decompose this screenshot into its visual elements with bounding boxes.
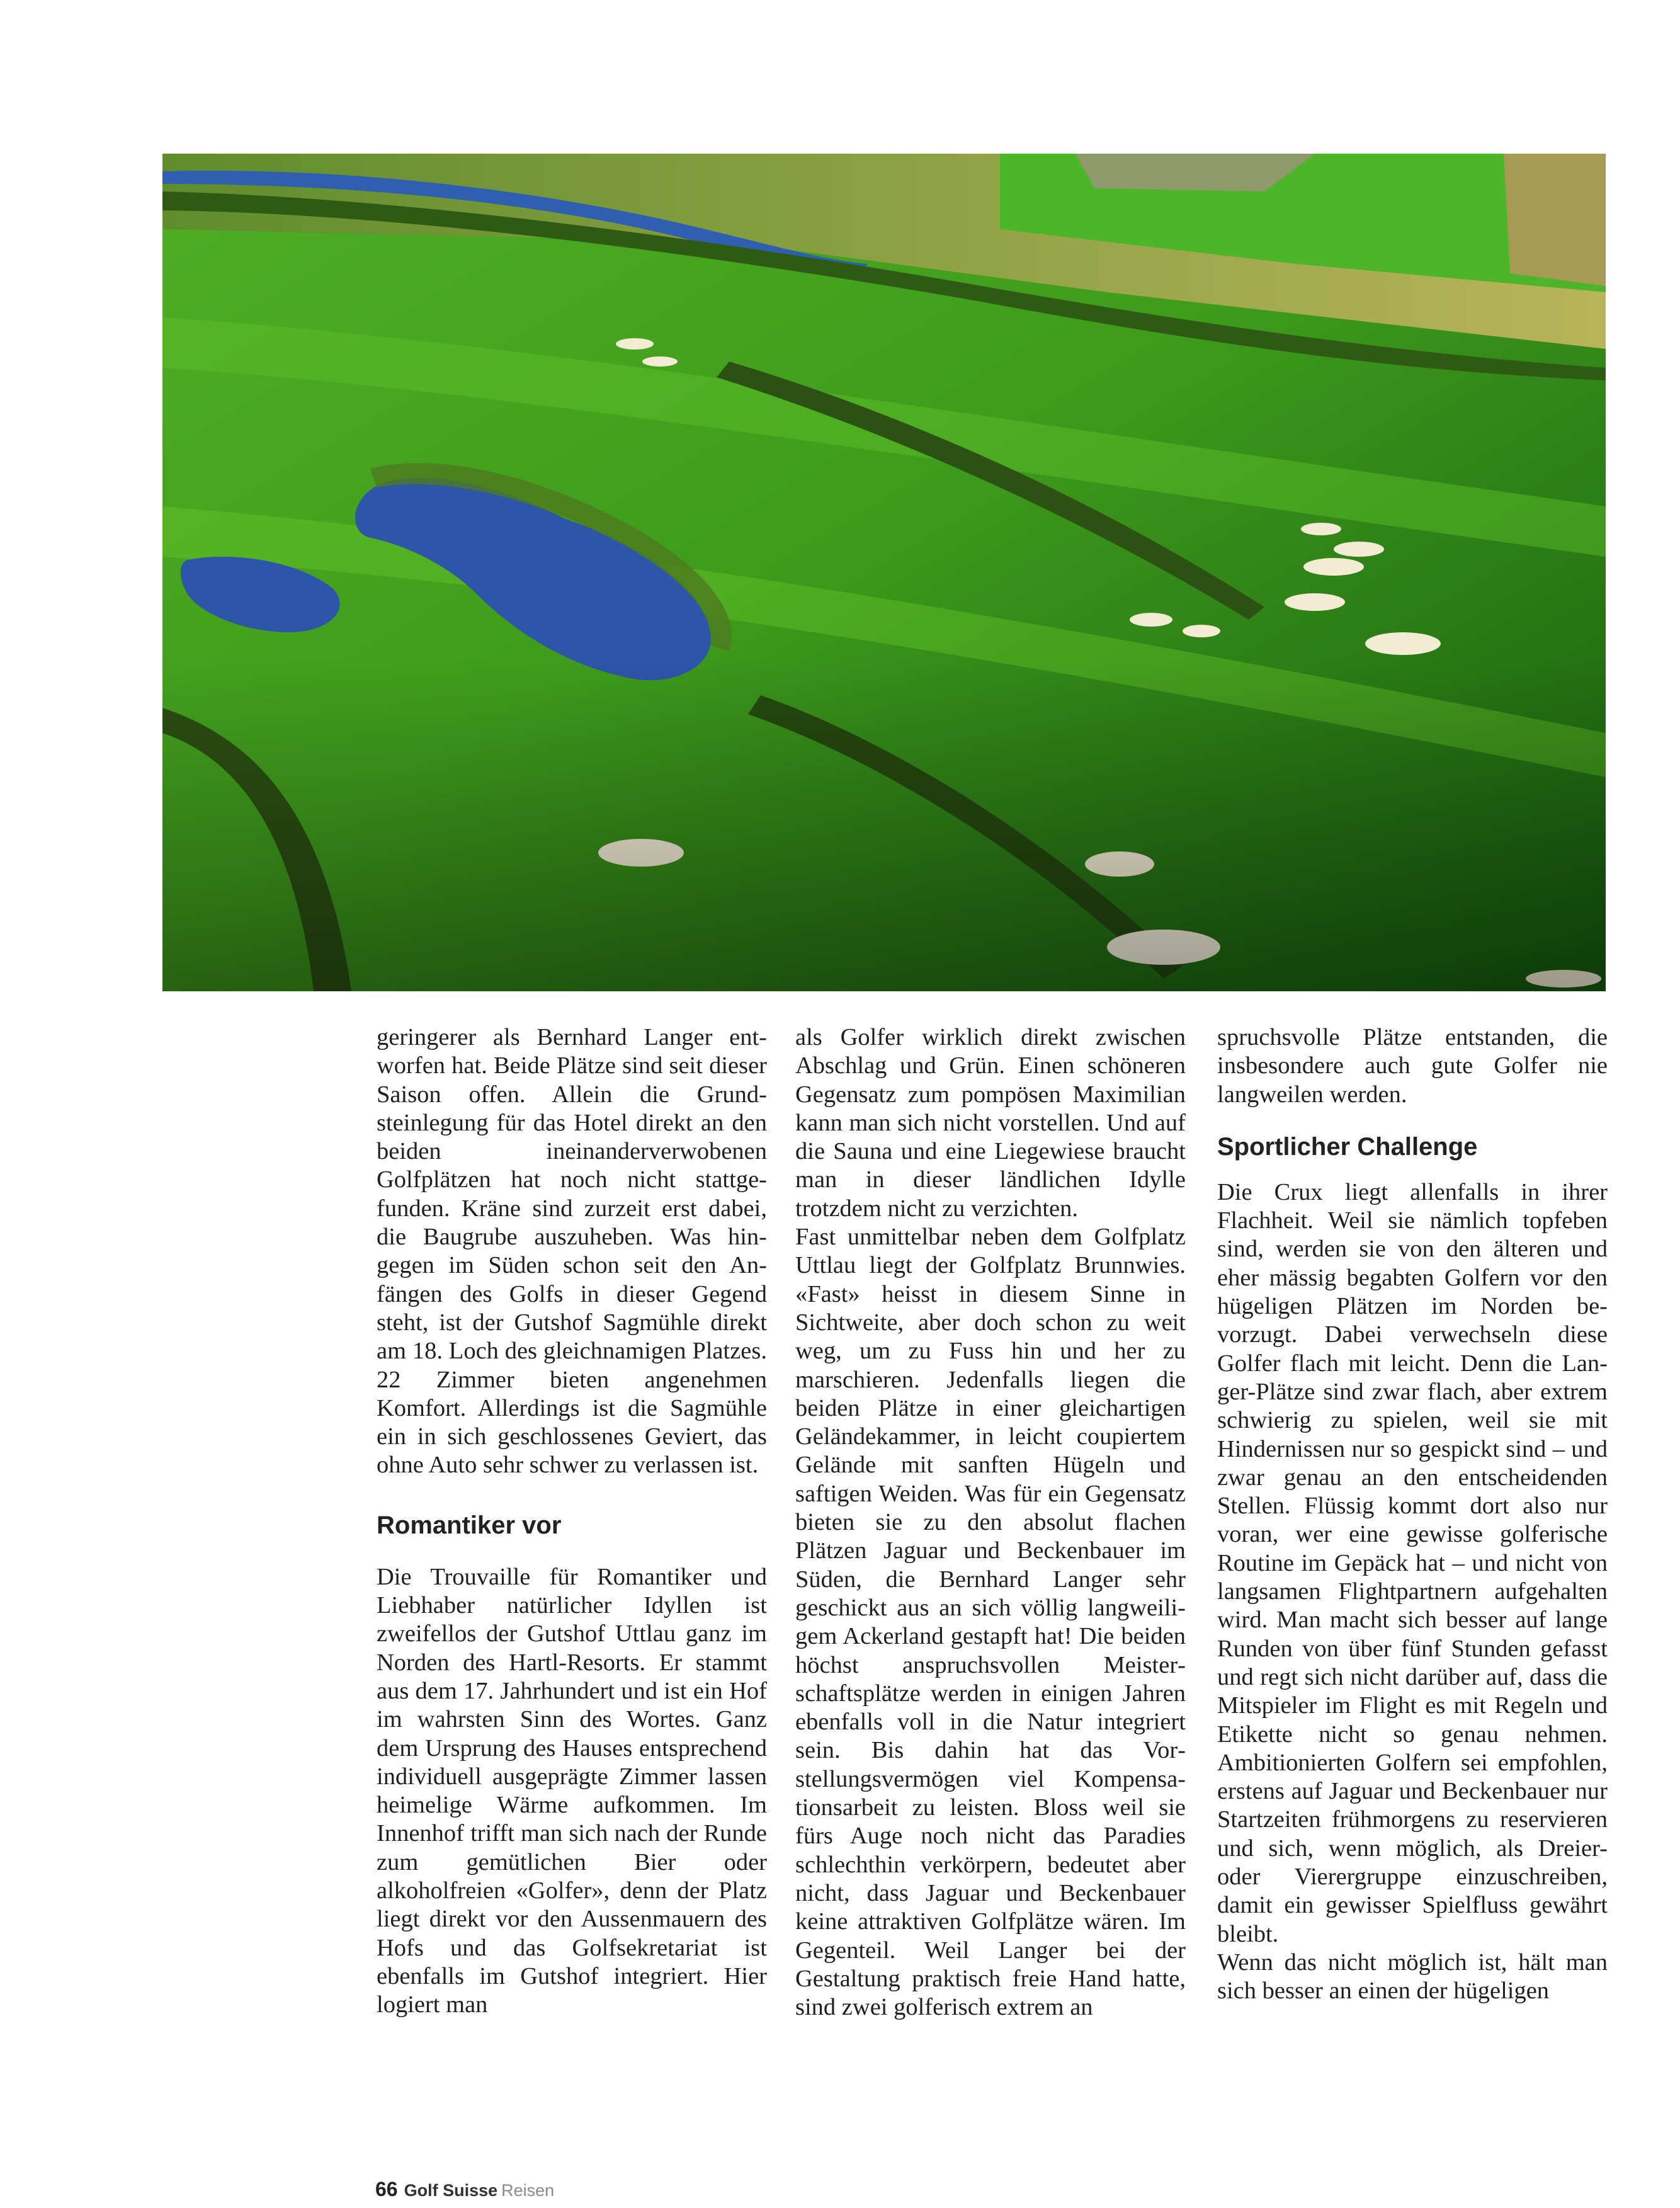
paragraph: Wenn das nicht möglich ist, hält man sich besser an einen der hügeligen <box>1217 1949 1608 2005</box>
aerial-golf-course-photo <box>162 154 1606 991</box>
page-number: 66 <box>375 2178 398 2200</box>
bunker <box>642 356 678 367</box>
shade-overlay <box>162 657 1606 991</box>
bunker <box>1285 593 1345 611</box>
bunker <box>1183 625 1220 637</box>
article-column-3 <box>1217 1023 1608 2006</box>
plowed-field <box>1504 154 1606 286</box>
section-heading-romantiker: Romantiker vor <box>377 1511 562 1539</box>
bunker <box>1130 613 1172 627</box>
bunker <box>1303 558 1364 576</box>
paragraph: geringerer als Bernhard Langer entworfen hat. Beide Plätze sind seit dieser Saison offen. Allein die Grundsteinlegung für das Hotel direkt an den beiden ineinanderverwobenen Golfplätzen hat noch nicht stattgefunden. Kräne sind zurzeit erst dabei, die Baugrube auszuheben. Was hingegen im Süden schon seit den Anfängen des Golfs in dieser Gegend steht, ist der Gutshof Sagmühle direkt am 18. Loch des gleichnamigen Platzes. 22 Zimmer bieten angenehmen Komfort. Allerdings ist die Sagmühle ein in sich geschlossenes Geviert, das ohne Auto sehr schwer zu verlassen ist. <box>377 1024 767 1479</box>
paragraph: Die Crux liegt allenfalls in ihrer Flachheit. Weil sie nämlich topfeben sind, werden sie von den älteren und eher mässig begabten Golfern vor den hügeligen Plätzen im Norden bevorzugt. Dabei verwechseln diese Golfer flach mit leicht. Denn die Langer-Plätze sind zwar flach, aber extrem schwierig zu spielen, weil sie mit Hindernissen nur so gespickt sind – und zwar genau an den entscheidenden Stellen. Flüssig kommt dort also nur voran, wer eine gewisse golferische Routine im Gepäck hat – und nicht von langsamen Flightpartnern aufgehalten wird. Man macht sich besser auf lange Runden von über fünf Stunden gefasst und regt sich nicht darüber auf, dass die Mitspieler im Flight es mit Regeln und Etikette nicht so genau nehmen. Ambitionierten Golfern sei empfohlen, erstens auf Jaguar und Beckenbauer nur Startzeiten frühmorgens zu reservieren und sich, wenn möglich, als Dreier- oder Vierergruppe einzuschreiben, damit ein gewisser Spielfluss gewährt bleibt. <box>1217 1178 1608 1947</box>
section-label: Reisen <box>501 2181 555 2200</box>
bunker <box>1301 523 1341 535</box>
paragraph: spruchsvolle Plätze entstanden, die insbesondere auch gute Golfer nie langweilen werden. <box>1217 1024 1608 1108</box>
paragraph: als Golfer wirklich direkt zwischen Abschlag und Grün. Einen schöneren Gegensatz zum pompösen Maximilian kann man sich nicht vorstellen. Und auf die Sauna und eine Liegewiese braucht man in dieser ländlichen Idylle trotzdem nicht zu verzichten. <box>795 1024 1186 1222</box>
article-column-1 <box>377 1023 767 2020</box>
publication-title: Golf Suisse <box>404 2181 498 2200</box>
bunker <box>616 338 654 350</box>
page-footer <box>375 2178 554 2202</box>
paragraph: Fast unmittelbar neben dem Golfplatz Uttlau liegt der Golfplatz Brunnwies. «Fast» heisst in diesem Sinne in Sichtweite, aber doch schon zu weit weg, um zu Fuss hin und her zu marschieren. Jedenfalls liegen die beiden Plätze in einer gleichartigen Geländekammer, in leicht coupiertem Gelände mit sanften Hügeln und saftigen Weiden. Was für ein Gegensatz bieten sie zu den absolut flachen Plätzen Jaguar und Beckenbauer im Süden, die Bernhard Langer sehr geschickt aus an sich völlig langweiligem Ackerland gestapft hat! Die beiden höchst anspruchsvollen Meisterschaftsplätze werden in einigen Jahren ebenfalls voll in die Natur integriert sein. Bis dahin hat das Vorstellungsvermögen viel Kompensationsarbeit zu leisten. Bloss weil sie fürs Auge noch nicht das Paradies schlechthin verkörpern, bedeutet aber nicht, dass Jaguar und Beckenbauer keine attraktiven Golfplätze wären. Im Gegenteil. Weil Langer bei der Gestaltung praktisch freie Hand hatte, sind zwei golferisch extrem an <box>795 1224 1186 2021</box>
bunker <box>1365 632 1441 655</box>
bunker <box>1334 542 1384 557</box>
paragraph: Die Trouvaille für Romantiker und Liebhaber natürlicher Idyllen ist zweifellos der Gutshof Uttlau ganz im Norden des Hartl-Resorts. Er stammt aus dem 17. Jahrhundert und ist ein Hof im wahrsten Sinn des Wortes. Ganz dem Ursprung des Hauses entsprechend individuell ausgeprägte Zimmer lassen heimelige Wärme aufkommen. Im Innenhof trifft man sich nach der Runde zum gemütlichen Bier oder alkoholfreien «Golfer», denn der Platz liegt direkt vor den Aussenmauern des Hofs und das Golfsekretariat ist ebenfalls im Gutshof integriert. Hier logiert man <box>377 1563 767 2018</box>
section-heading-sportlicher-challenge: Sportlicher Challenge <box>1217 1132 1478 1161</box>
article-column-2 <box>795 1023 1186 2022</box>
